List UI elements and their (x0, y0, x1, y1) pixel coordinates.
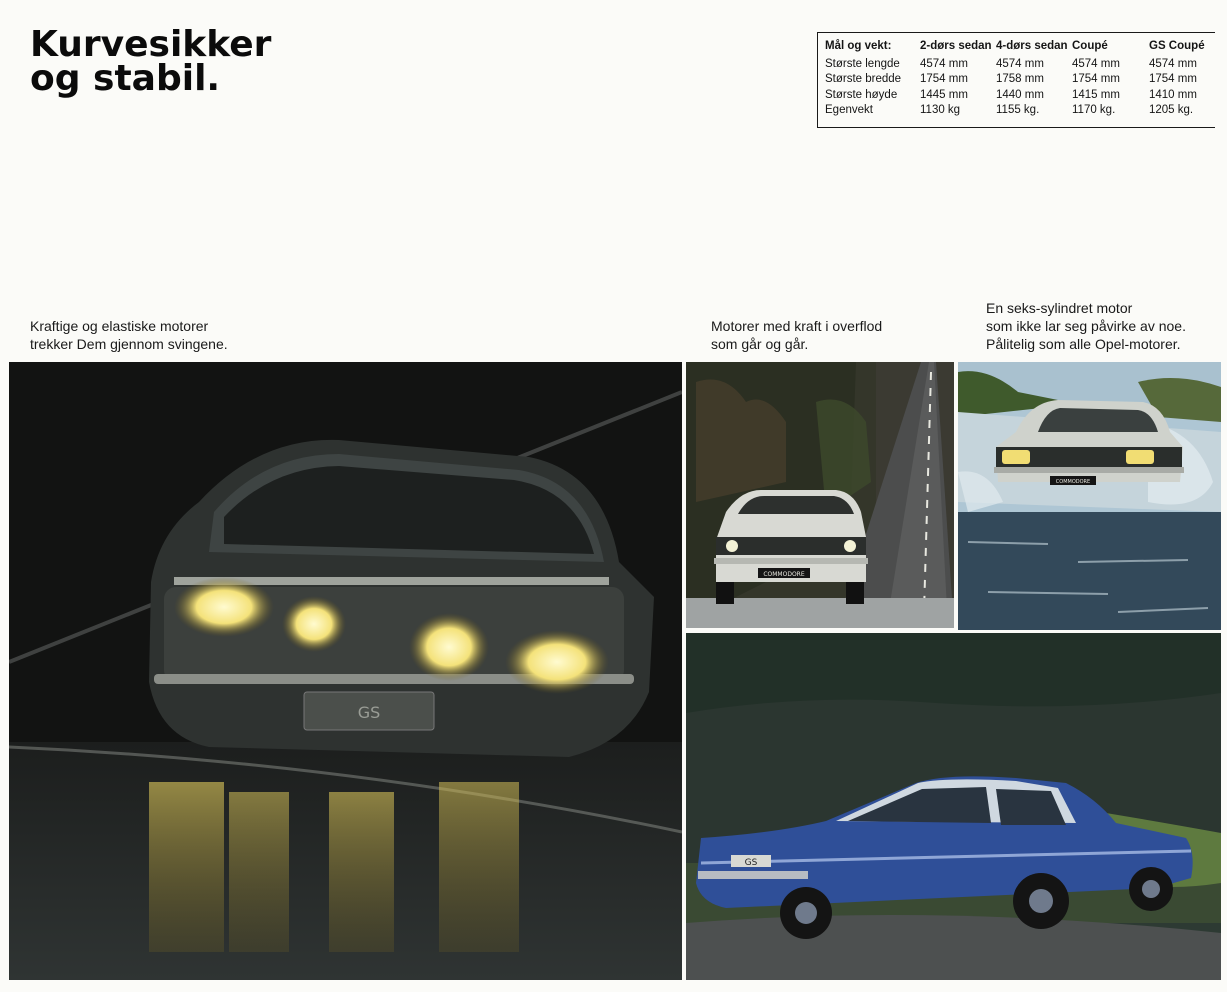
photo-road-car (686, 362, 954, 628)
page-title (30, 24, 272, 99)
specs-cell: 1754 mm (920, 73, 968, 85)
specs-table (825, 39, 1209, 119)
specs-cell: 4574 mm (1072, 57, 1120, 70)
caption-line: trekker Dem gjennom svingene. (30, 336, 228, 352)
caption-line: Motorer med kraft i overflod (711, 318, 883, 334)
caption-right (986, 299, 1186, 353)
caption-middle (711, 317, 882, 353)
night-car-illustration (9, 362, 682, 980)
specs-cell: 1415 mm (1072, 88, 1120, 101)
blue-car-plate: GS (744, 858, 758, 868)
title-line-1: Kurvesikker (30, 24, 272, 65)
specs-cell: 1754 mm (1072, 73, 1120, 85)
title-line-2: og stabil. (30, 58, 221, 99)
specs-row (825, 72, 1209, 88)
water-car-plate: COMMODORE (1055, 479, 1091, 485)
specs-cell: 4574 mm (1149, 57, 1197, 70)
road-car-plate: COMMODORE (763, 571, 805, 578)
specs-header-cell: 2-dørs sedan (920, 40, 992, 52)
specs-cell: 1205 kg. (1149, 104, 1194, 116)
specs-cell: 4574 mm (996, 57, 1044, 70)
specs-cell: Egenvekt (825, 104, 873, 116)
blue-car-illustration (686, 633, 1221, 980)
specs-cell: 1170 kg. (1072, 104, 1116, 116)
specs-cell: 1410 mm (1149, 88, 1197, 101)
photo-blue-car (686, 633, 1221, 980)
specs-cell: 1754 mm (1149, 73, 1197, 85)
night-car (149, 440, 654, 757)
caption-line: Kraftige og elastiske motorer (30, 318, 209, 334)
specs-header-cell: Mål og vekt: (825, 40, 892, 52)
night-car-plate: GS (357, 703, 381, 722)
photo-night-car (9, 362, 682, 980)
water-car-illustration (958, 362, 1221, 630)
specs-table-box (817, 32, 1215, 128)
specs-cell: 1758 mm (996, 73, 1044, 85)
specs-cell: Største lengde (825, 57, 900, 70)
specs-cell: 1155 kg. (996, 104, 1040, 116)
specs-header-cell: GS Coupé (1149, 40, 1205, 52)
caption-line: som går og går. (711, 336, 809, 352)
specs-cell: Største bredde (825, 73, 902, 85)
caption-line: En seks-sylindret motor (986, 300, 1133, 316)
caption-left (30, 317, 228, 353)
road-car-illustration (686, 362, 954, 628)
specs-header-row (825, 39, 1209, 57)
specs-header-cell: 4-dørs sedan (996, 40, 1068, 52)
photo-water-car (958, 362, 1221, 630)
specs-cell: 1130 kg (920, 104, 961, 116)
specs-row (825, 88, 1209, 104)
specs-cell: 1440 mm (996, 88, 1044, 101)
headlight-reflection (149, 782, 519, 952)
specs-cell: 4574 mm (920, 57, 968, 70)
specs-row (825, 103, 1209, 119)
specs-header-cell: Coupé (1072, 40, 1108, 52)
caption-line: som ikke lar seg påvirke av noe. (986, 318, 1186, 334)
specs-row (825, 57, 1209, 73)
specs-cell: 1445 mm (920, 88, 968, 101)
caption-line: Pålitelig som alle Opel-motorer. (986, 336, 1181, 352)
specs-cell: Største høyde (825, 88, 898, 101)
